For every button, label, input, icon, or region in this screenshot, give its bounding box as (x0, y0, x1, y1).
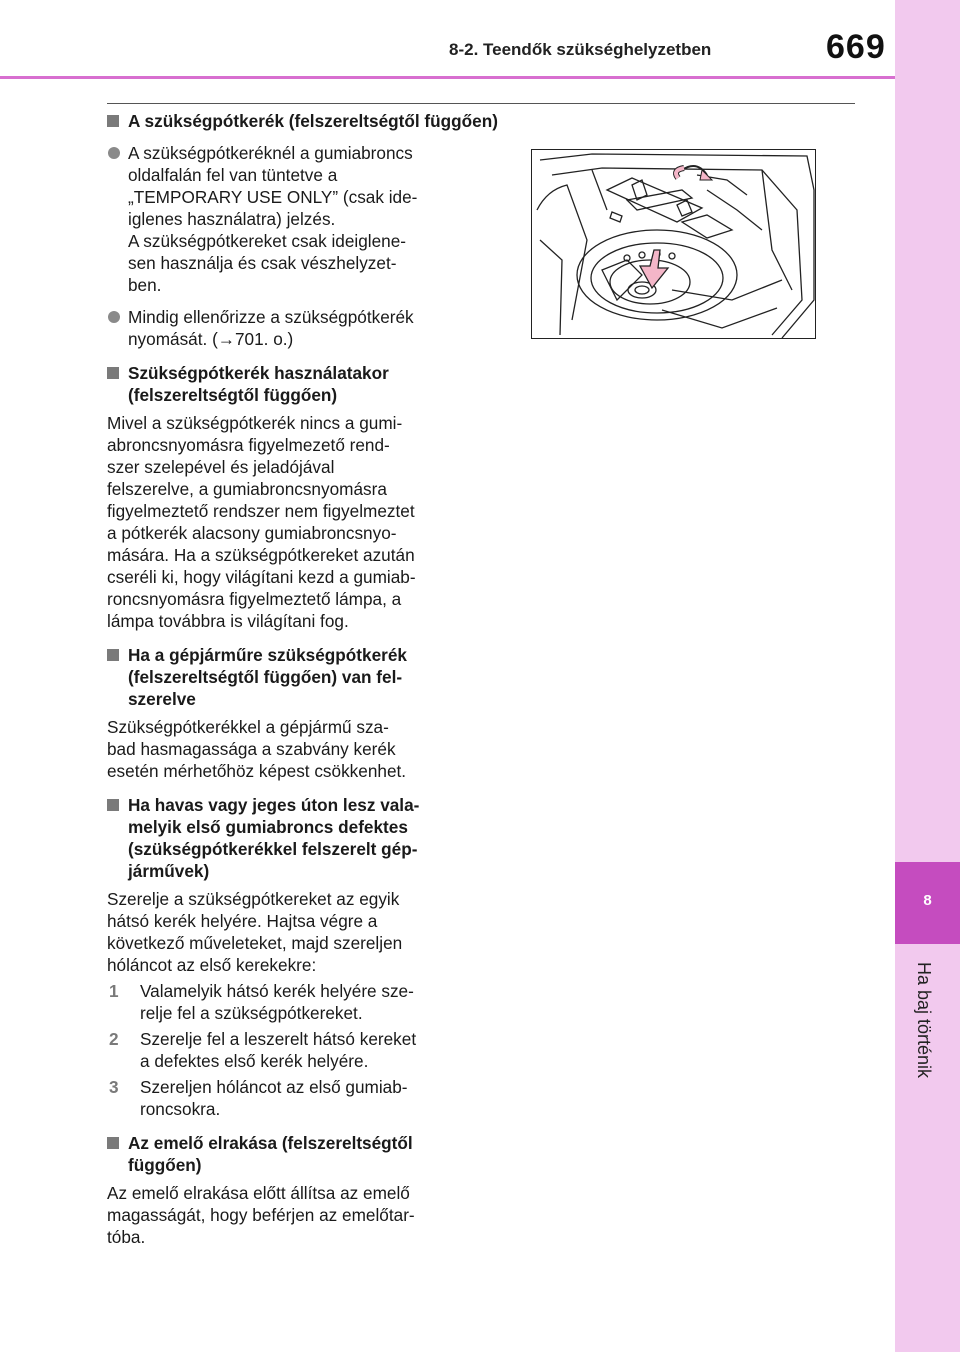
section-heading-jack-storage: Az emelő elrakása (felszereltségtől függően) (107, 1132, 477, 1176)
square-bullet-icon (107, 1137, 119, 1149)
square-bullet-icon (107, 799, 119, 811)
paragraph-snowy-road: Szerelje a szükségpótkereket az egyik hátsó kerék helyére. Hajtsa végre a következő műveleteket, majd szereljen hóláncot az első kerekekre: (107, 889, 403, 975)
step-2: 2 Szerelje fel a leszerelt hátsó kereket a defektes első kerék helyére. (109, 1029, 417, 1071)
running-head: 8-2. Teendők szükséghelyzetben (449, 40, 712, 59)
header-rule (0, 76, 895, 79)
page-reference-link[interactable]: nyomását. (→701. o.) (128, 329, 294, 349)
chapter-title: Ha baj történik (914, 962, 934, 1079)
square-bullet-icon (107, 115, 119, 127)
chapter-number: 8 (923, 892, 932, 909)
step-number: 1 (109, 981, 119, 1001)
step-3: 3 Szereljen hóláncot az első gumiab- roncsokra. (109, 1077, 408, 1119)
round-bullet-icon (108, 311, 120, 323)
chapter-side-tab (895, 0, 960, 1352)
main-content (107, 110, 498, 1248)
section-heading-snowy-road: Ha havas vagy jeges úton lesz vala- melyik első gumiabroncs defektes (szükségpótkerékkel felszerelt gép- járművek) (107, 794, 477, 882)
step-1: 1 Valamelyik hátsó kerék helyére sze- relje fel a szükségpótkereket. (109, 981, 414, 1023)
square-bullet-icon (107, 367, 119, 379)
step-number: 2 (109, 1029, 119, 1049)
paragraph-spare-in-use: Mivel a szükségpótkerék nincs a gumi- abroncsnyomásra figyelmezető rend- szer szelepével és jeladójával felszerelve, a gumiabroncsnyomásra figyelmeztető rendszer nem figyelmeztet a pótkerék alacsony gumiabroncsnyo- mására. Ha a szükségpótkereket azután cseréli ki, hogy világítani kezd a gumiab- roncsnyomásra figyelmeztető lámpa, a lámpa továbbra is világítani fog. (107, 413, 416, 631)
bullet-check-pressure: Mindig ellenőrizze a szükségpótkerék nyomását. (→701. o.) (107, 306, 477, 350)
section-rule (107, 103, 855, 104)
step-number: 3 (109, 1077, 119, 1097)
section-heading-spare-in-use: Szükségpótkerék használatakor (felszereltségtől függően) (107, 362, 477, 406)
trunk-illustration-svg (532, 150, 816, 339)
round-bullet-icon (108, 147, 120, 159)
section-heading-spare-fitted: Ha a gépjárműre szükségpótkerék (felszereltségtől függően) van fel- szerelve (107, 644, 477, 710)
bullet-temporary-use: A szükségpótkeréknél a gumiabroncs oldalfalán fel van tüntetve a „TEMPORARY USE ONLY” (csak ide- iglenes használatra) jelzés. A szükségpótkereket csak ideiglene- sen használja és csak vészhelyzet- ben. (107, 142, 477, 296)
page-number: 669 (826, 28, 886, 66)
section-heading-spare-tire: A szükségpótkerék (felszereltségtől függően) (107, 110, 598, 132)
spare-tire-jack-illustration (531, 149, 816, 339)
square-bullet-icon (107, 649, 119, 661)
paragraph-jack-storage: Az emelő elrakása előtt állítsa az emelő magasságát, hogy beférjen az emelőtar- tóba. (107, 1183, 415, 1247)
paragraph-spare-fitted: Szükségpótkerékkel a gépjármű sza- bad hasmagassága a szabvány kerék esetén mérhetőhöz képest csökkenhet. (107, 717, 407, 781)
